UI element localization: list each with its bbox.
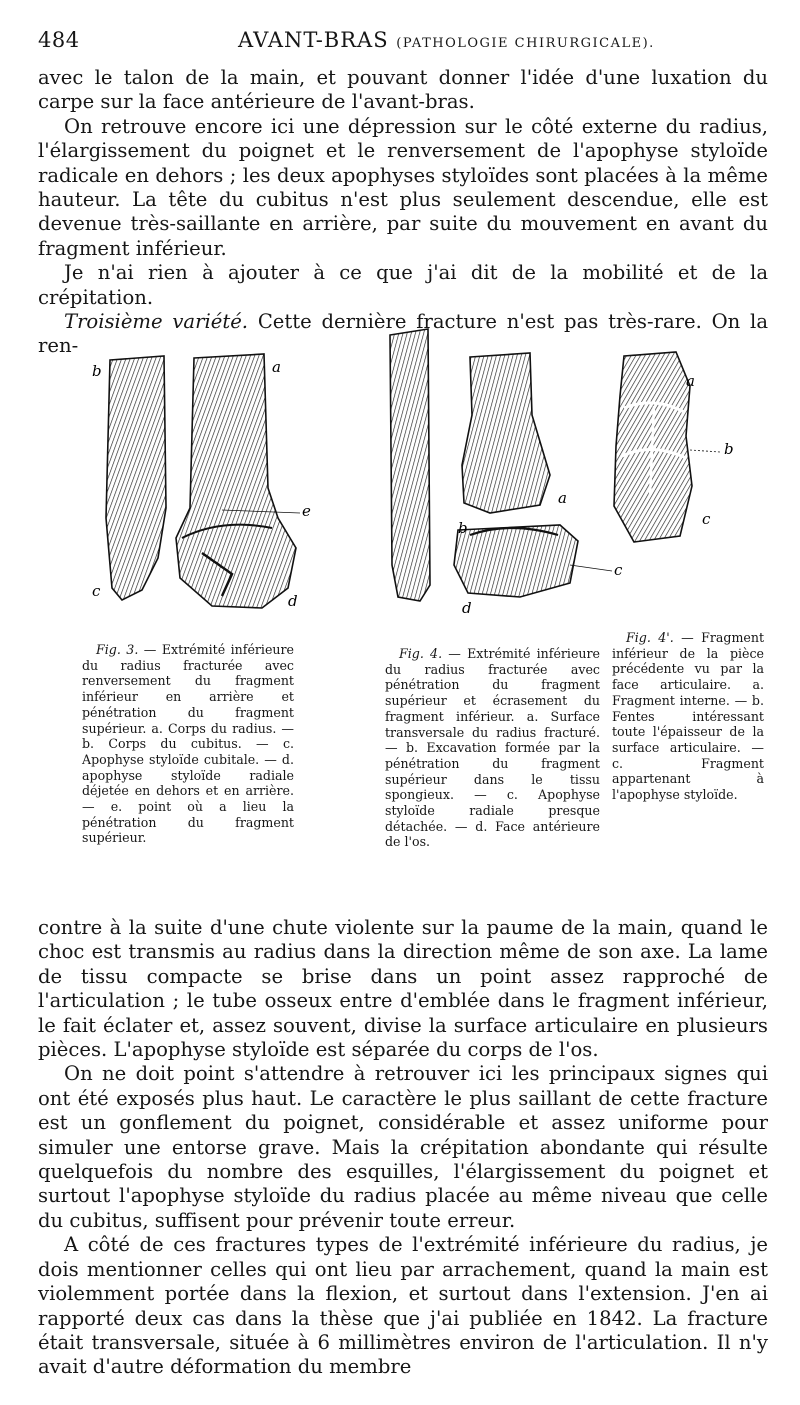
radius-shaft	[176, 354, 296, 608]
fig3-letter: e	[302, 502, 311, 520]
running-title-subtitle: (PATHOLOGIE CHIRURGICALE).	[396, 36, 655, 51]
figure-label: Fig. 4'.	[626, 630, 674, 645]
section-heading-italic: Troisième variété.	[64, 310, 249, 334]
fig4-letter: d	[462, 599, 472, 617]
figure-label: Fig. 4.	[399, 646, 443, 661]
fig4p-letter: b	[724, 440, 734, 458]
figure-4-caption	[385, 646, 600, 850]
fig4-letter: c	[614, 561, 623, 579]
lower-fragment	[454, 525, 578, 597]
upper-fragment	[462, 353, 550, 513]
paragraph: contre à la suite d'une chute violente sur la paume de la main, quand le choc est transmis au radius dans la direction même de son axe. La lame de tissu compacte se brise dans un point assez rapproché de l'articulation ; le tube osseux entre d'emblée dans le fragment inférieur, le fait éclater et, assez souvent, divise la surface articulaire en plusieurs pièces. L'apophyse styloïde est séparée du corps de l'os.	[38, 916, 768, 1062]
paragraph: A côté de ces fractures types de l'extrémité inférieure du radius, je dois mentionner celles qui ont lieu par arrachement, quand la main est violemment portée dans la flexion, et surtout dans l'extension. J'en ai rapporté deux cas dans la thèse que j'ai publiée en 1842. La fracture était transversale, située à 6 millimètres environ de l'articulation. Il n'y avait d'autre déformation du membre	[38, 1233, 768, 1379]
fig4-letter: a	[558, 489, 567, 507]
body-text-top	[38, 66, 768, 359]
caption-text: — Extrémité inférieure du radius fracturée avec pénétration du fragment supérieur et écrasement du fragment inférieur. a. Surface transversale du radius fracturé. — b. Excavation formée par la pénétration du fragment supérieur dans le tissu spongieux. — c. Apophyse styloïde radiale presque détachée. — d. Face antérieure de l'os.	[385, 646, 600, 850]
running-title-main: AVANT-BRAS	[238, 28, 389, 52]
figure-4-prime-illustration	[604, 346, 754, 551]
figure-4-prime-engraving	[604, 346, 754, 551]
paragraph-text: Cette dernière fracture n'est pas très-rare. On la ren-	[38, 310, 769, 358]
ulna-shaft	[106, 356, 166, 600]
radius-shaft	[390, 329, 430, 601]
figure-3-illustration	[82, 338, 322, 620]
fig3-letter: b	[92, 362, 102, 380]
fig4p-letter: a	[686, 372, 695, 390]
paragraph: On retrouve encore ici une dépression sur le côté externe du radius, l'élargissement du poignet et le renversement de l'apophyse styloïde radicale en dehors ; les deux apophyses styloïdes sont placées à la même hauteur. La tête du cubitus n'est plus seulement descendue, elle est devenue très-saillante en arrière, par suite du mouvement en avant du fragment inférieur.	[38, 114, 768, 260]
figure-4-prime-caption	[612, 630, 764, 803]
fig3-letter: c	[92, 582, 101, 600]
paragraph: Je n'ai rien à ajouter à ce que j'ai dit de la mobilité et de la crépitation.	[38, 261, 768, 309]
caption-text: — Fragment inférieur de la pièce précédente vu par la face articulaire. a. Fragment interne. — b. Fentes intéressant toute l'épaisseur de la surface articulaire. — c. Fragment appartenant à l'apophyse styloïde.	[612, 630, 765, 803]
fig3-letter: d	[288, 592, 298, 610]
fig4-letter: b	[458, 519, 468, 537]
running-title	[238, 28, 655, 52]
fig4p-letter: c	[702, 510, 711, 528]
page-number: 484	[38, 28, 80, 52]
paragraph: avec le talon de la main, et pouvant donner l'idée d'une luxation du carpe sur la face antérieure de l'avant-bras.	[38, 66, 768, 114]
caption-text: — Extrémité inférieure du radius fracturée avec renversement du fragment inférieur en arrière et pénétration du fragment supérieur. a. Corps du radius. — b. Corps du cubitus. — c. Apophyse styloïde cubitale. — d. apophyse styloïde radiale déjetée en dehors et en arrière. — e. point où a lieu la pénétration du fragment supérieur.	[82, 642, 294, 846]
figure-3-caption	[82, 642, 294, 846]
page-header	[38, 28, 768, 58]
figure-label: Fig. 3.	[96, 642, 139, 657]
figure-4-illustration	[380, 325, 630, 617]
figure-4-engraving	[380, 325, 630, 617]
figure-3-engraving	[82, 338, 322, 620]
paragraph: On ne doit point s'attendre à retrouver ici les principaux signes qui ont été exposés plus haut. Le caractère le plus saillant de cette fracture est un gonflement du poignet, considérable et assez uniforme pour simuler une entorse grave. Mais la crépitation abondante qui résulte quelquefois du nombre des esquilles, l'élargissement du poignet et surtout l'apophyse styloïde du radius placée au même niveau que celle du cubitus, suffisent pour prévenir toute erreur.	[38, 1062, 768, 1232]
body-text-bottom	[38, 916, 768, 1380]
fig3-letter: a	[272, 358, 281, 376]
